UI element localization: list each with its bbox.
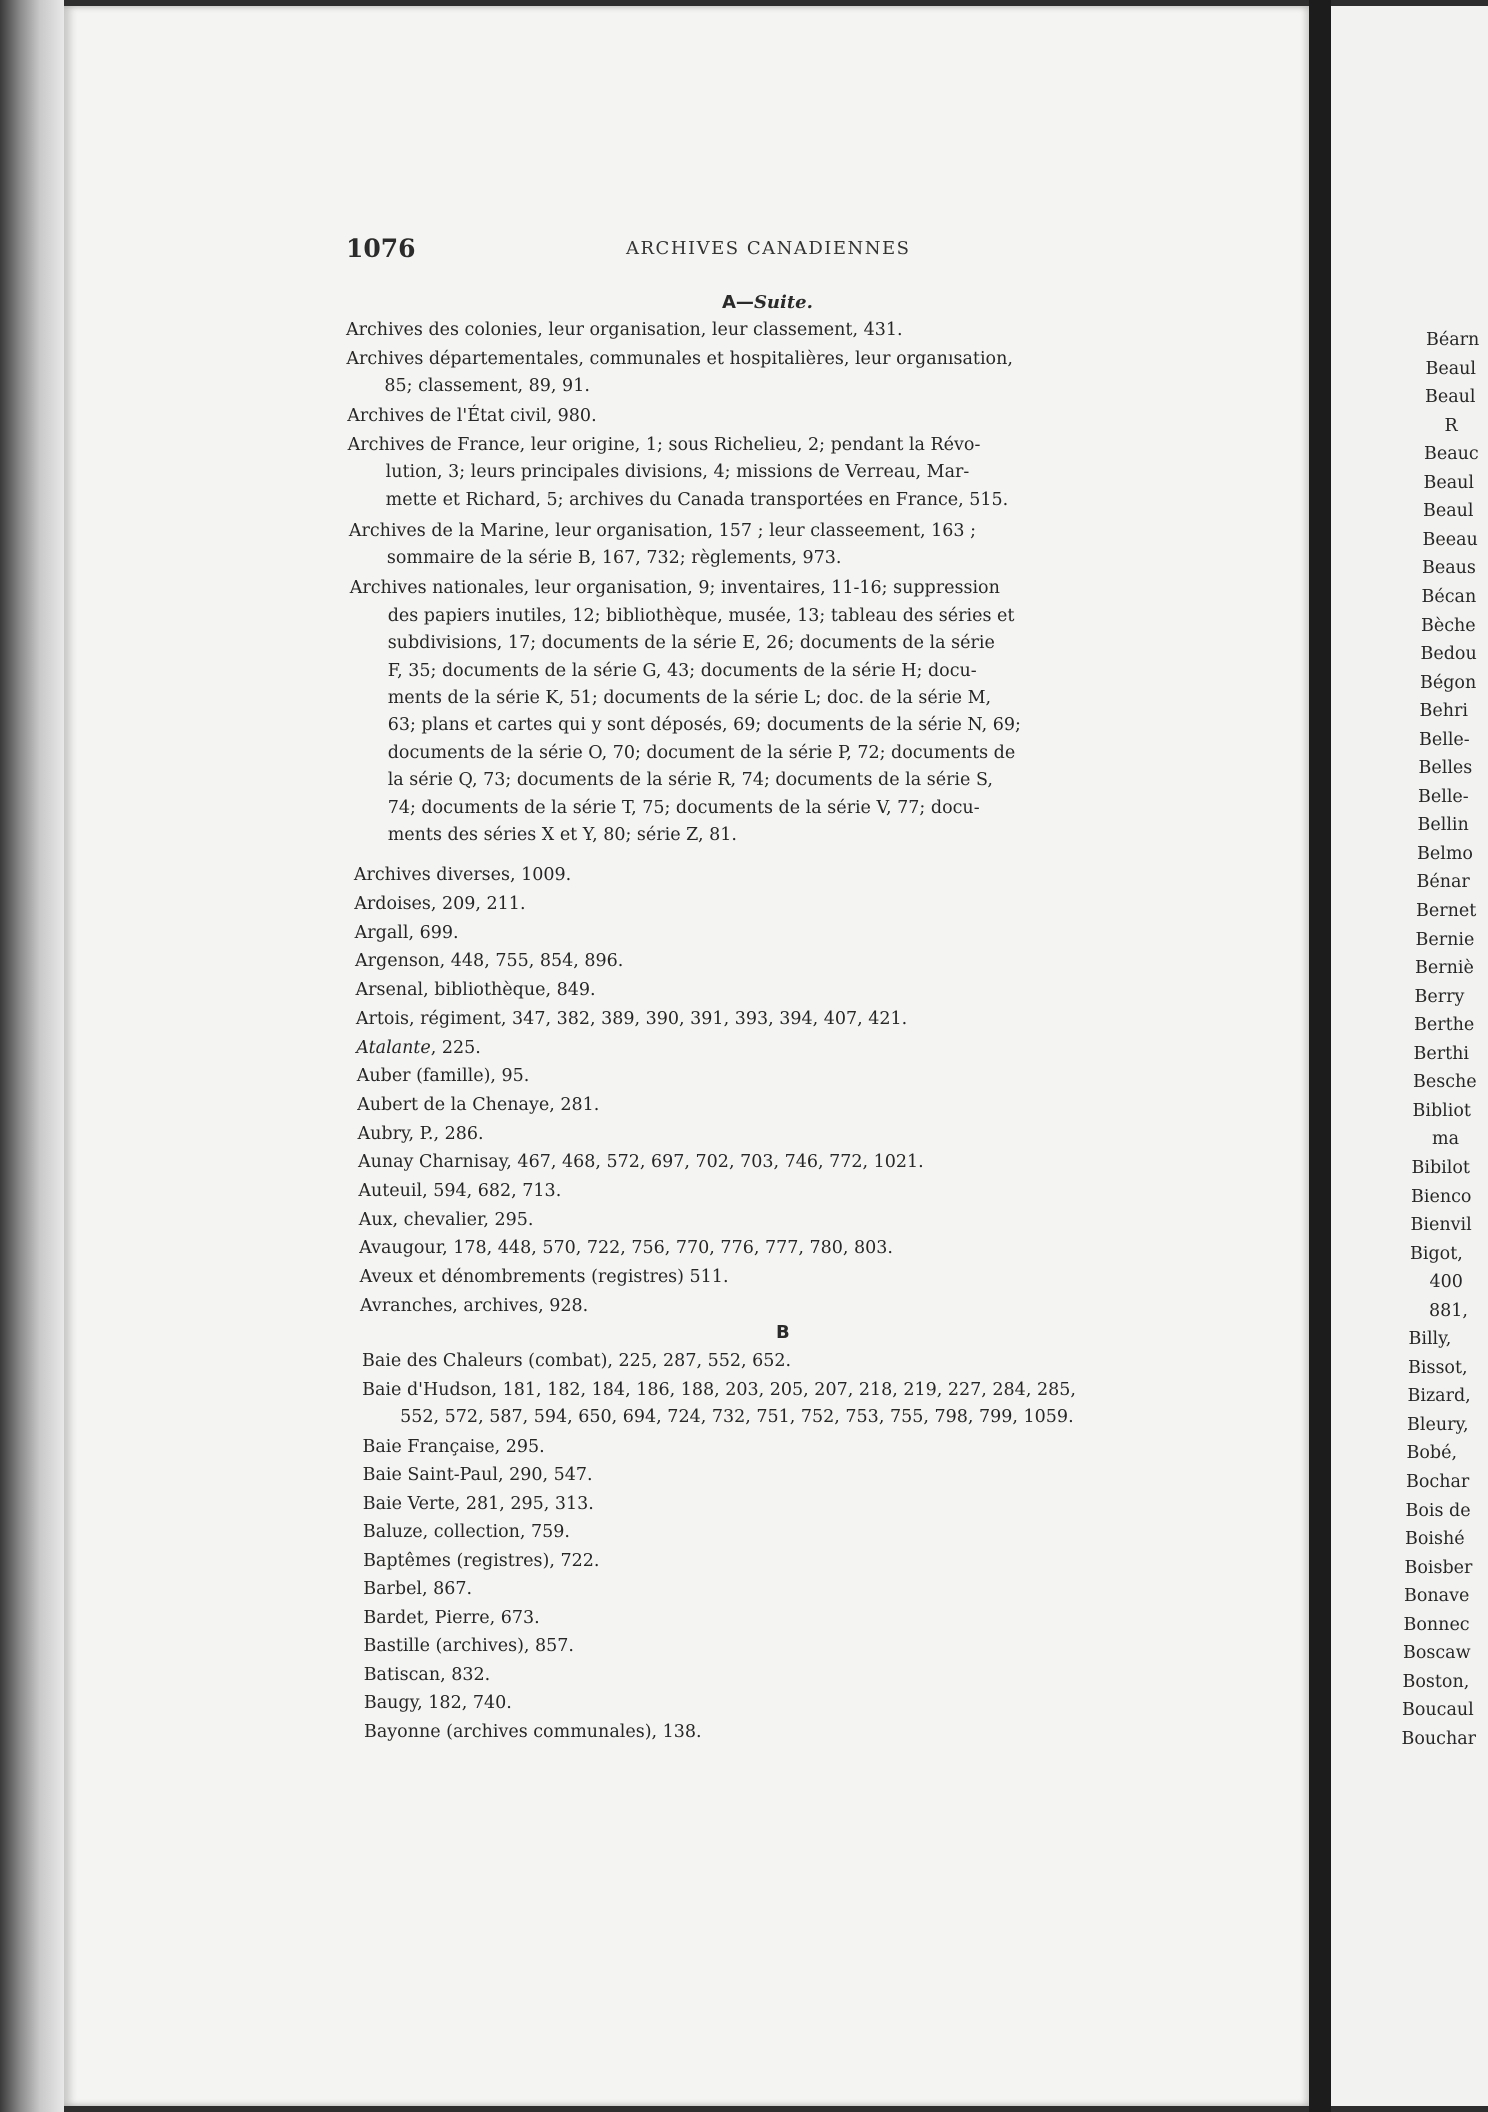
right-page-entry-fragment: Bois de bbox=[1405, 1500, 1471, 1521]
index-entry bbox=[347, 403, 596, 430]
entry-line: Archives départementales, communales et hospitalières, leur organısation, bbox=[346, 348, 1013, 369]
entry-continuation-line: sommaire de la série B, 167, 732; règlements, 973. bbox=[386, 548, 842, 569]
index-entry bbox=[358, 1149, 924, 1176]
entry-continuation-line: lution, 3; leurs principales divisions, 4; missions de Verreau, Mar- bbox=[385, 462, 970, 483]
entry-continuation-line: des papiers inutiles, 12; bibliothèque, musée, 13; tableau des séries et bbox=[387, 605, 1015, 626]
entry-line: Bayonne (archives communales), 138. bbox=[364, 1721, 702, 1742]
right-page-entry-fragment: Bochar bbox=[1406, 1472, 1470, 1492]
entry-line: Bastille (archives), 857. bbox=[363, 1636, 574, 1656]
right-page-entry-fragment: Bèche bbox=[1421, 615, 1476, 636]
index-entry bbox=[364, 1690, 512, 1717]
index-entry bbox=[355, 977, 595, 1004]
index-entry bbox=[363, 1491, 594, 1518]
index-entry bbox=[364, 1719, 702, 1746]
entry-line: Baie Verte, 281, 295, 313. bbox=[362, 1493, 594, 1514]
right-page-entry-fragment: Belmo bbox=[1417, 843, 1473, 864]
entry-line: Arsenal, bibliothèque, 849. bbox=[355, 980, 596, 1001]
entry-continuation-line: F, 35; documents de la série G, 43; documents de la série H; docu- bbox=[387, 660, 977, 681]
right-page-entry-fragment: Bibilot bbox=[1411, 1157, 1470, 1178]
right-page-entry-fragment: Beaul bbox=[1423, 472, 1475, 493]
right-page-entry-fragment: Bienvil bbox=[1410, 1215, 1472, 1236]
entry-continuation-line: 85; classement, 89, 91. bbox=[384, 376, 590, 397]
entry-continuation-line: mette et Richard, 5; archives du Canada transportées en France, 515. bbox=[385, 489, 1009, 510]
right-page-entry-fragment: Boisber bbox=[1404, 1557, 1473, 1578]
index-entry bbox=[354, 891, 525, 918]
right-page-entry-fragment: Bécan bbox=[1421, 586, 1477, 607]
right-page-entry-fragment: Bonnec bbox=[1403, 1614, 1470, 1635]
entry-line: Auber (famille), 95. bbox=[356, 1066, 530, 1087]
right-page-entry-fragment: Bernie bbox=[1415, 929, 1475, 950]
book-edge-shadow bbox=[0, 0, 64, 2112]
right-page-entry-fragment: Berthi bbox=[1413, 1043, 1469, 1064]
index-entry bbox=[358, 1178, 561, 1205]
index-entry bbox=[360, 1264, 729, 1291]
index-entry bbox=[357, 1063, 530, 1090]
entry-continuation-line: subdivisions, 17; documents de la série E, 26; documents de la série bbox=[387, 633, 995, 654]
right-page-entry-fragment: Bobé, bbox=[1406, 1443, 1458, 1464]
running-head bbox=[346, 234, 1176, 270]
right-page-entry-fragment: Bernet bbox=[1416, 901, 1477, 921]
index-entry bbox=[363, 1576, 472, 1603]
index-entry bbox=[355, 948, 623, 975]
index-entry bbox=[348, 432, 1009, 514]
entry-line: Baie d'Hudson, 181, 182, 184, 186, 188, 203, 205, 207, 218, 219, 227, 284, 285, bbox=[362, 1379, 1076, 1400]
entry-line: Archives diverses, 1009. bbox=[353, 865, 572, 886]
entry-italic-name: Atalante bbox=[356, 1037, 431, 1058]
right-page-entry-fragment: Billy, bbox=[1408, 1329, 1452, 1350]
entry-line: Archives de France, leur origine, 1; sous Richelieu, 2; pendant la Révo- bbox=[347, 434, 981, 455]
index-entry bbox=[355, 920, 459, 947]
right-page-entry-fragment: Bouchar bbox=[1401, 1728, 1477, 1749]
entry-line: Argall, 699. bbox=[354, 922, 459, 943]
index-entry bbox=[362, 1377, 1076, 1432]
right-page-entry-fragment: Beauc bbox=[1424, 444, 1479, 465]
section-letter: B bbox=[776, 1322, 790, 1343]
section-heading-a-suite bbox=[722, 292, 813, 313]
index-entry bbox=[357, 1092, 599, 1119]
entry-line: Aux, chevalier, 295. bbox=[358, 1209, 534, 1230]
entry-pages: , 225. bbox=[430, 1037, 481, 1058]
entry-line: Archives nationales, leur organisation, 9; inventaires, 11-16; suppression bbox=[349, 578, 1000, 599]
index-entry bbox=[362, 1434, 544, 1461]
index-entry bbox=[363, 1519, 570, 1546]
right-page-entry-fragment: Bienco bbox=[1411, 1186, 1472, 1207]
index-entry bbox=[349, 518, 976, 573]
right-page-entry-fragment: Bedou bbox=[1420, 644, 1477, 665]
index-entry bbox=[346, 346, 1013, 401]
right-page-entry-fragment: Bégon bbox=[1420, 672, 1477, 693]
index-entry bbox=[359, 1235, 893, 1262]
right-page-entry-fragment: Behri bbox=[1419, 701, 1468, 722]
right-page-entry-fragment: Berniè bbox=[1415, 958, 1474, 979]
entry-continuation-line: 74; documents de la série T, 75; documents de la série V, 77; docu- bbox=[387, 797, 980, 818]
right-page-entry-fragment: 400 bbox=[1429, 1272, 1463, 1293]
index-entry bbox=[363, 1605, 539, 1632]
right-page-entry-fragment: Beaus bbox=[1422, 558, 1476, 579]
right-page-entry-fragment: 881, bbox=[1429, 1300, 1468, 1321]
right-page-entry-fragment: Bissot, bbox=[1408, 1357, 1468, 1378]
entry-line: Baluze, collection, 759. bbox=[362, 1522, 570, 1542]
entry-line: Ardoises, 209, 211. bbox=[354, 894, 526, 914]
entry-continuation-line: documents de la série O, 70; document de la série P, 72; documents de bbox=[387, 742, 1016, 763]
right-page-entry-fragment: Boston, bbox=[1402, 1671, 1470, 1692]
entry-line: Aunay Charnisay, 467, 468, 572, 697, 702, 703, 746, 772, 1021. bbox=[357, 1152, 924, 1173]
right-page-entry-fragment: R bbox=[1444, 415, 1458, 436]
entry-line bbox=[356, 1035, 481, 1062]
index-entry bbox=[359, 1207, 534, 1234]
index-entry bbox=[364, 1662, 491, 1689]
right-page-entry-fragment: Belles bbox=[1418, 758, 1473, 779]
index-entry bbox=[354, 862, 571, 889]
right-page-entry-fragment: Boishé bbox=[1405, 1529, 1465, 1550]
section-heading-b bbox=[776, 1322, 790, 1343]
right-page-entry-fragment: Boscaw bbox=[1403, 1643, 1471, 1664]
right-page-entry-fragment: Bizard, bbox=[1407, 1386, 1471, 1407]
right-page-entry-fragment: Beaul bbox=[1423, 501, 1474, 522]
page-number: 1076 bbox=[346, 234, 416, 263]
right-page-entry-fragment: Bleury, bbox=[1407, 1414, 1469, 1435]
index-entry bbox=[364, 1633, 574, 1660]
entry-line: Auteuil, 594, 682, 713. bbox=[358, 1181, 562, 1201]
index-entry bbox=[346, 317, 903, 344]
index-entry bbox=[356, 1035, 481, 1062]
index-entry bbox=[356, 1006, 907, 1033]
entry-line: Argenson, 448, 755, 854, 896. bbox=[355, 951, 624, 972]
entry-line: Baie Saint-Paul, 290, 547. bbox=[362, 1465, 593, 1485]
right-page-entry-fragment: Beaul bbox=[1425, 387, 1476, 408]
entry-line: Batiscan, 832. bbox=[363, 1664, 491, 1685]
section-suite-label: Suite. bbox=[753, 292, 813, 313]
entry-line: Bardet, Pierre, 673. bbox=[363, 1607, 540, 1628]
right-page-entry-fragment: Béarn bbox=[1426, 330, 1480, 350]
index-entry bbox=[363, 1548, 599, 1575]
right-page-entry-fragment: Belle- bbox=[1419, 729, 1470, 750]
entry-line: Artois, régiment, 347, 382, 389, 390, 391, 393, 394, 407, 421. bbox=[355, 1008, 908, 1029]
running-title: ARCHIVES CANADIENNES bbox=[626, 238, 911, 259]
entry-line: Avranches, archives, 928. bbox=[360, 1295, 589, 1316]
entry-line: Barbel, 867. bbox=[363, 1579, 473, 1599]
index-entry bbox=[358, 1121, 484, 1148]
entry-line: Aubert de la Chenaye, 281. bbox=[357, 1094, 600, 1115]
right-page-entry-fragment: Bellin bbox=[1417, 815, 1469, 836]
entry-line: Avaugour, 178, 448, 570, 722, 756, 770, 776, 777, 780, 803. bbox=[359, 1238, 893, 1259]
entry-line: Baptêmes (registres), 722. bbox=[363, 1550, 600, 1571]
entry-line: Baie Française, 295. bbox=[362, 1436, 545, 1457]
right-page-entry-fragment: Bigot, bbox=[1410, 1243, 1463, 1264]
index-entry bbox=[363, 1462, 593, 1489]
right-page-entry-fragment: Berry bbox=[1414, 986, 1465, 1007]
entry-line: Baie des Chaleurs (combat), 225, 287, 552, 652. bbox=[362, 1351, 792, 1371]
right-page-entry-fragment: Beeau bbox=[1422, 529, 1478, 550]
right-page-entry-fragment: Boucaul bbox=[1402, 1700, 1474, 1721]
right-page-entry-fragment: Berthe bbox=[1414, 1015, 1475, 1036]
right-page-entry-fragment: Besche bbox=[1413, 1072, 1477, 1093]
entry-line: Aubry, P., 286. bbox=[357, 1123, 484, 1144]
entry-line: Archives de l'État civil, 980. bbox=[347, 406, 597, 427]
right-page-entry-fragment: Bibliot bbox=[1412, 1100, 1471, 1121]
entry-line: Baugy, 182, 740. bbox=[363, 1693, 512, 1713]
index-entry bbox=[350, 575, 1021, 849]
index-entry bbox=[360, 1293, 588, 1320]
entry-line: Aveux et dénombrements (registres) 511. bbox=[359, 1267, 729, 1288]
entry-continuation-line: ments des séries X et Y, 80; série Z, 81. bbox=[387, 824, 737, 845]
entry-line: Archives de la Marine, leur organisation, 157 ; leur classeement, 163 ; bbox=[348, 520, 976, 541]
index-entry bbox=[362, 1348, 791, 1375]
right-page-entry-fragment: Belle- bbox=[1418, 786, 1469, 807]
right-page-entry-fragment: Bonave bbox=[1404, 1586, 1470, 1607]
entry-line: Archives des colonies, leur organisation, leur classement, 431. bbox=[346, 320, 903, 340]
right-page-entry-fragment: ma bbox=[1432, 1129, 1460, 1150]
entry-continuation-line: 552, 572, 587, 594, 650, 694, 724, 732, 751, 752, 753, 755, 798, 799, 1059. bbox=[400, 1406, 1074, 1427]
right-page-entry-fragment: Beaul bbox=[1425, 358, 1477, 379]
book-gutter bbox=[1309, 0, 1331, 2112]
entry-continuation-line: 63; plans et cartes qui y sont déposés, 69; documents de la série N, 69; bbox=[387, 715, 1021, 736]
entry-continuation-line: ments de la série K, 51; documents de la série L; doc. de la série M, bbox=[387, 687, 992, 708]
right-page-entry-fragment: Bénar bbox=[1416, 872, 1470, 893]
entry-continuation-line: la série Q, 73; documents de la série R, 74; documents de la série S, bbox=[387, 770, 993, 791]
section-letter: A— bbox=[722, 292, 754, 313]
